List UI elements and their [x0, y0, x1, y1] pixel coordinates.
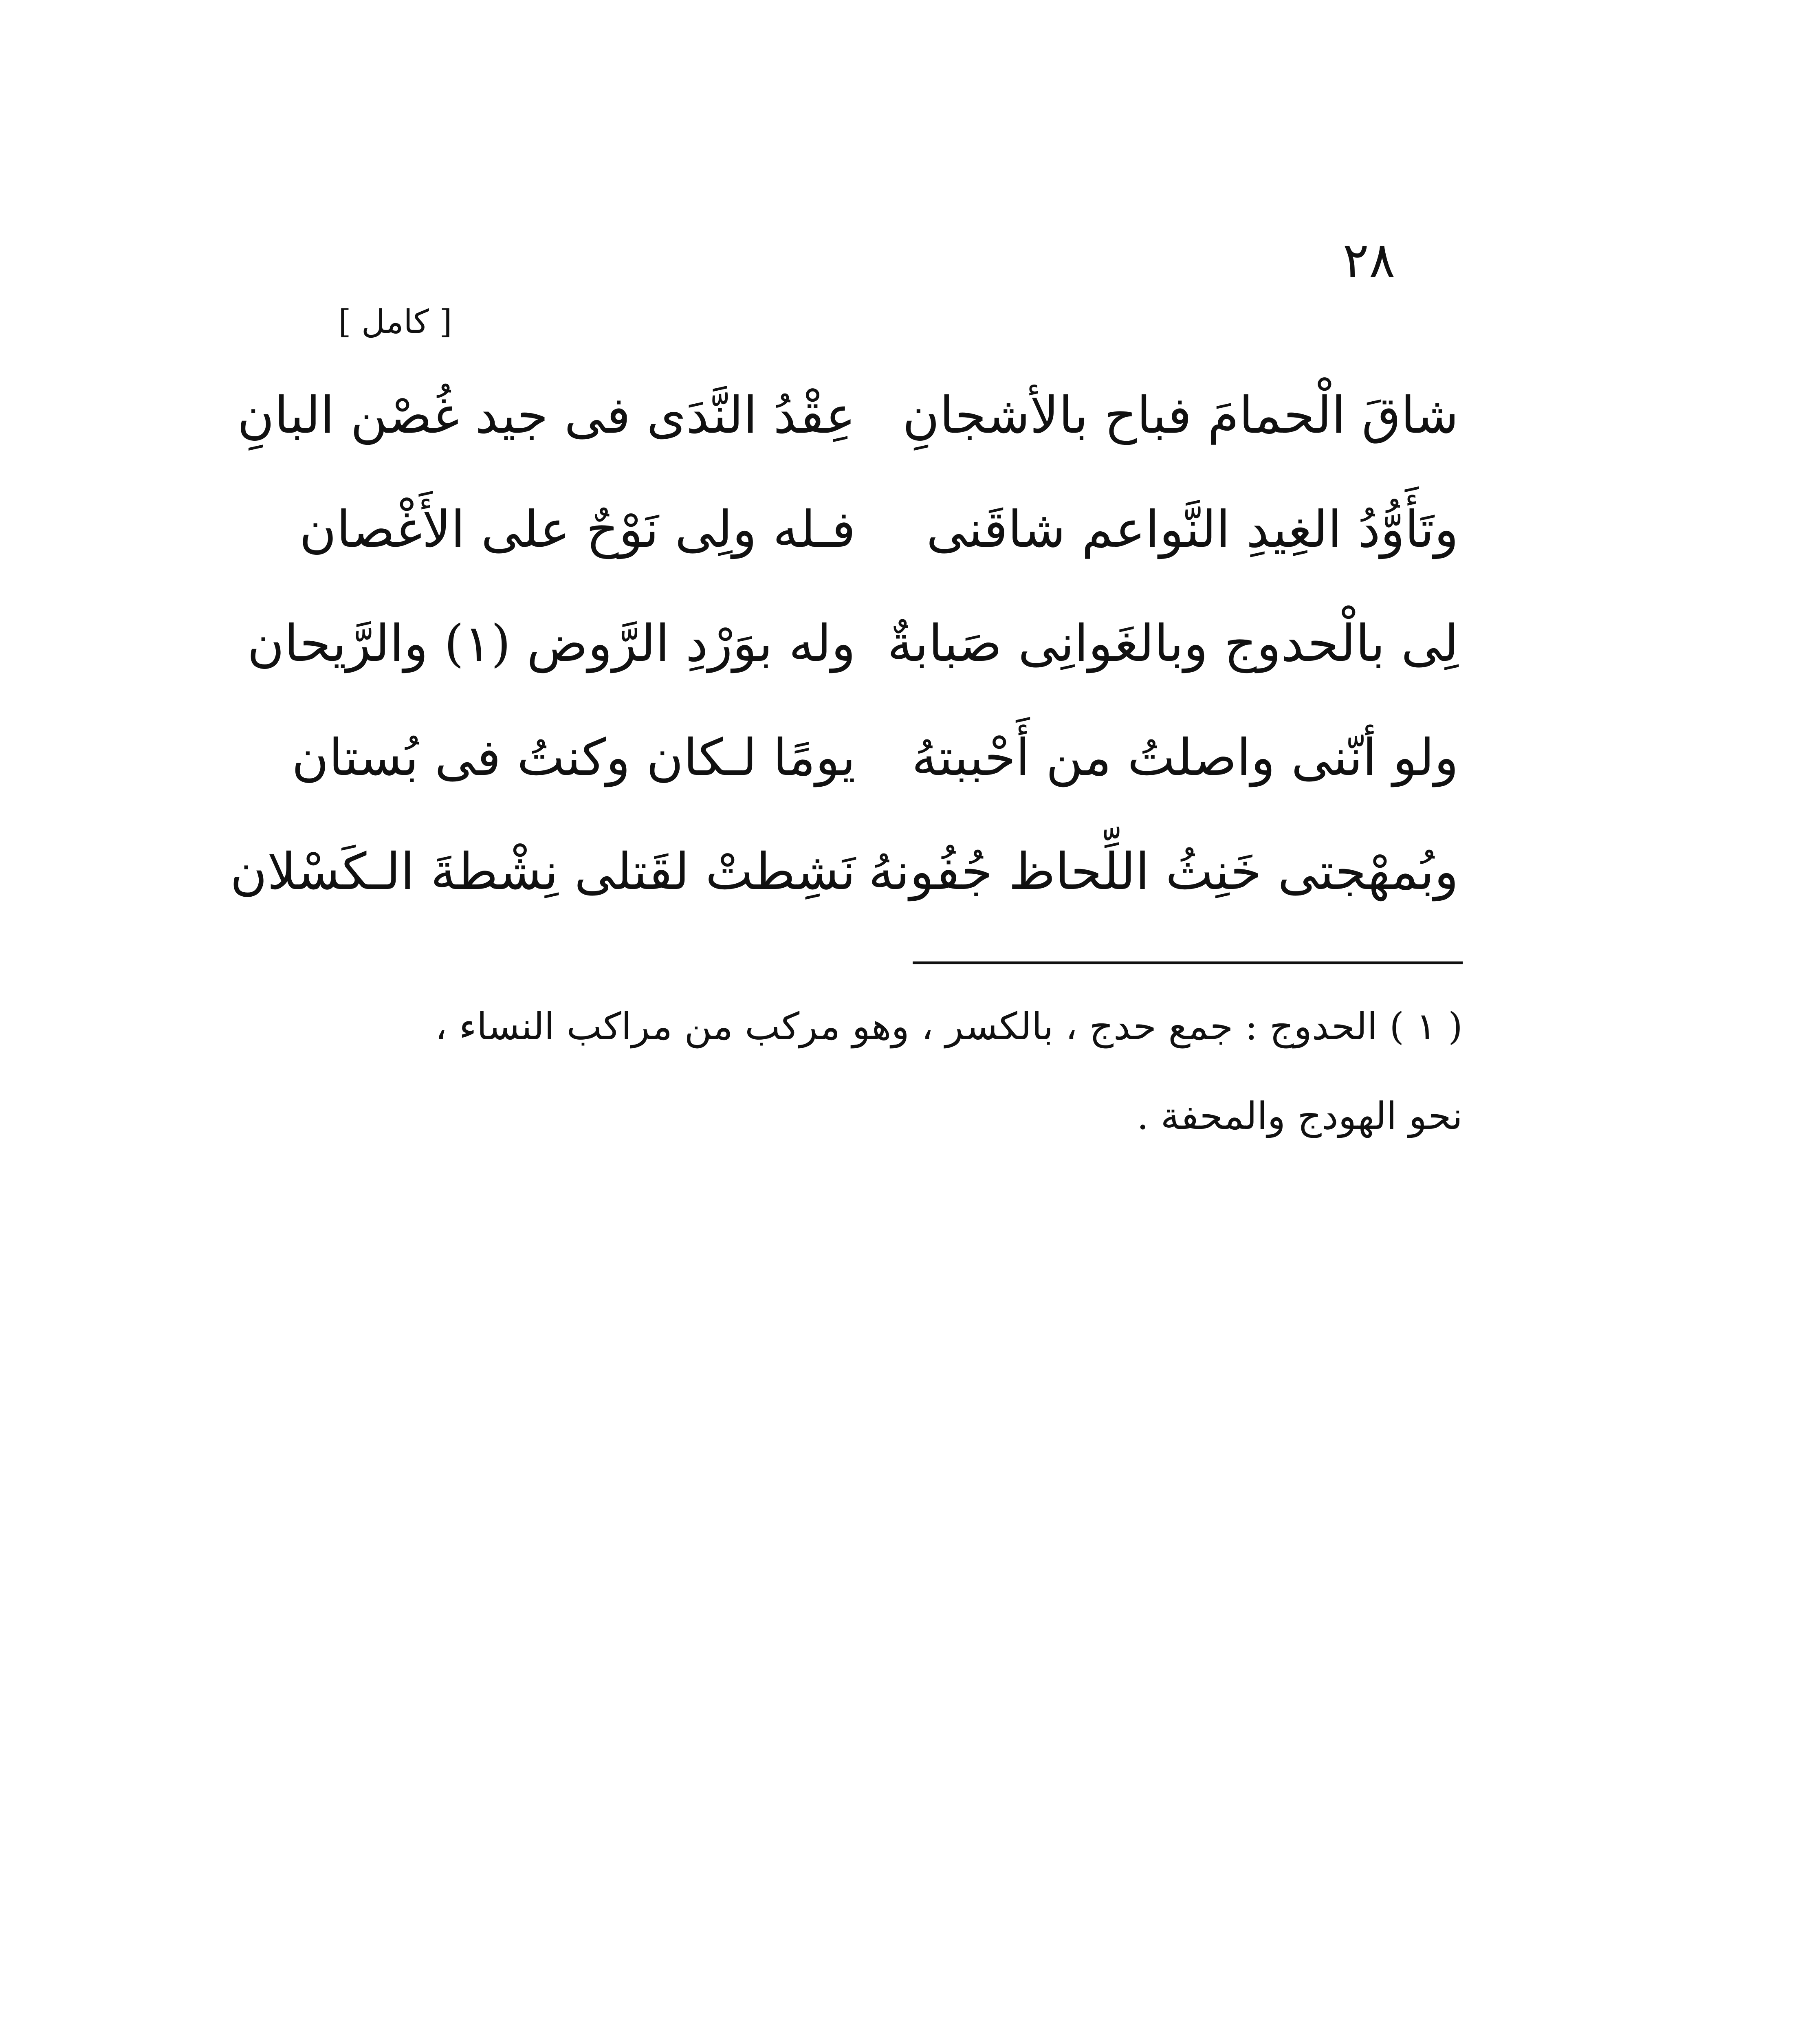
verse-3-second-hemistich: وله بوَرْدِ الرَّوض (١) والرَّيحان [247, 614, 856, 673]
verse-4-second-hemistich: يومًا لـكان وكنتُ فى بُستان [292, 728, 856, 787]
footnote-line-1: ( ١ ) الحدوج : جمع حدج ، بالكسر ، وهو مركب من مراكب النساء ، [435, 1005, 1463, 1048]
page-number: ٢٨ [1342, 232, 1395, 289]
verse-2 [299, 473, 1459, 587]
verse-5-second-hemistich: نَشِطتْ لقَتلى نِشْطةَ الـكَسْلان [230, 843, 856, 901]
footnote-separator-rule [913, 961, 1463, 964]
verse-3 [247, 587, 1459, 701]
poem-meter-label: [ كامل ] [338, 303, 452, 341]
poem-body [230, 359, 1459, 929]
verse-3-first-hemistich: لِى بالْحدوج وبالغَوانِى صَبابةٌ [887, 614, 1459, 673]
footnote [310, 982, 1463, 1161]
verse-5-first-hemistich: وبُمهْجتى خَنِثُ اللِّحاظ جُفُونهُ [868, 843, 1459, 901]
verse-4 [292, 701, 1459, 815]
verse-4-first-hemistich: ولو أنّنى واصلتُ من أَحْببتهُ [911, 728, 1459, 787]
verse-1-second-hemistich: عِقْدُ النَّدَى فى جيد غُصْن البانِ [237, 386, 856, 445]
footnote-line-2: نحو الهودج والمحفة . [1137, 1094, 1463, 1138]
verse-2-second-hemistich: فـله ولِى نَوْحٌ على الأَغْصان [299, 500, 856, 559]
verse-1-first-hemistich: شاقَ الْحمامَ فباح بالأشجانِ [902, 386, 1459, 445]
verse-5 [230, 815, 1459, 929]
verse-1 [237, 359, 1459, 473]
verse-2-first-hemistich: وتَأَوُّدُ الغِيدِ النَّواعم شاقَنى [926, 500, 1459, 559]
